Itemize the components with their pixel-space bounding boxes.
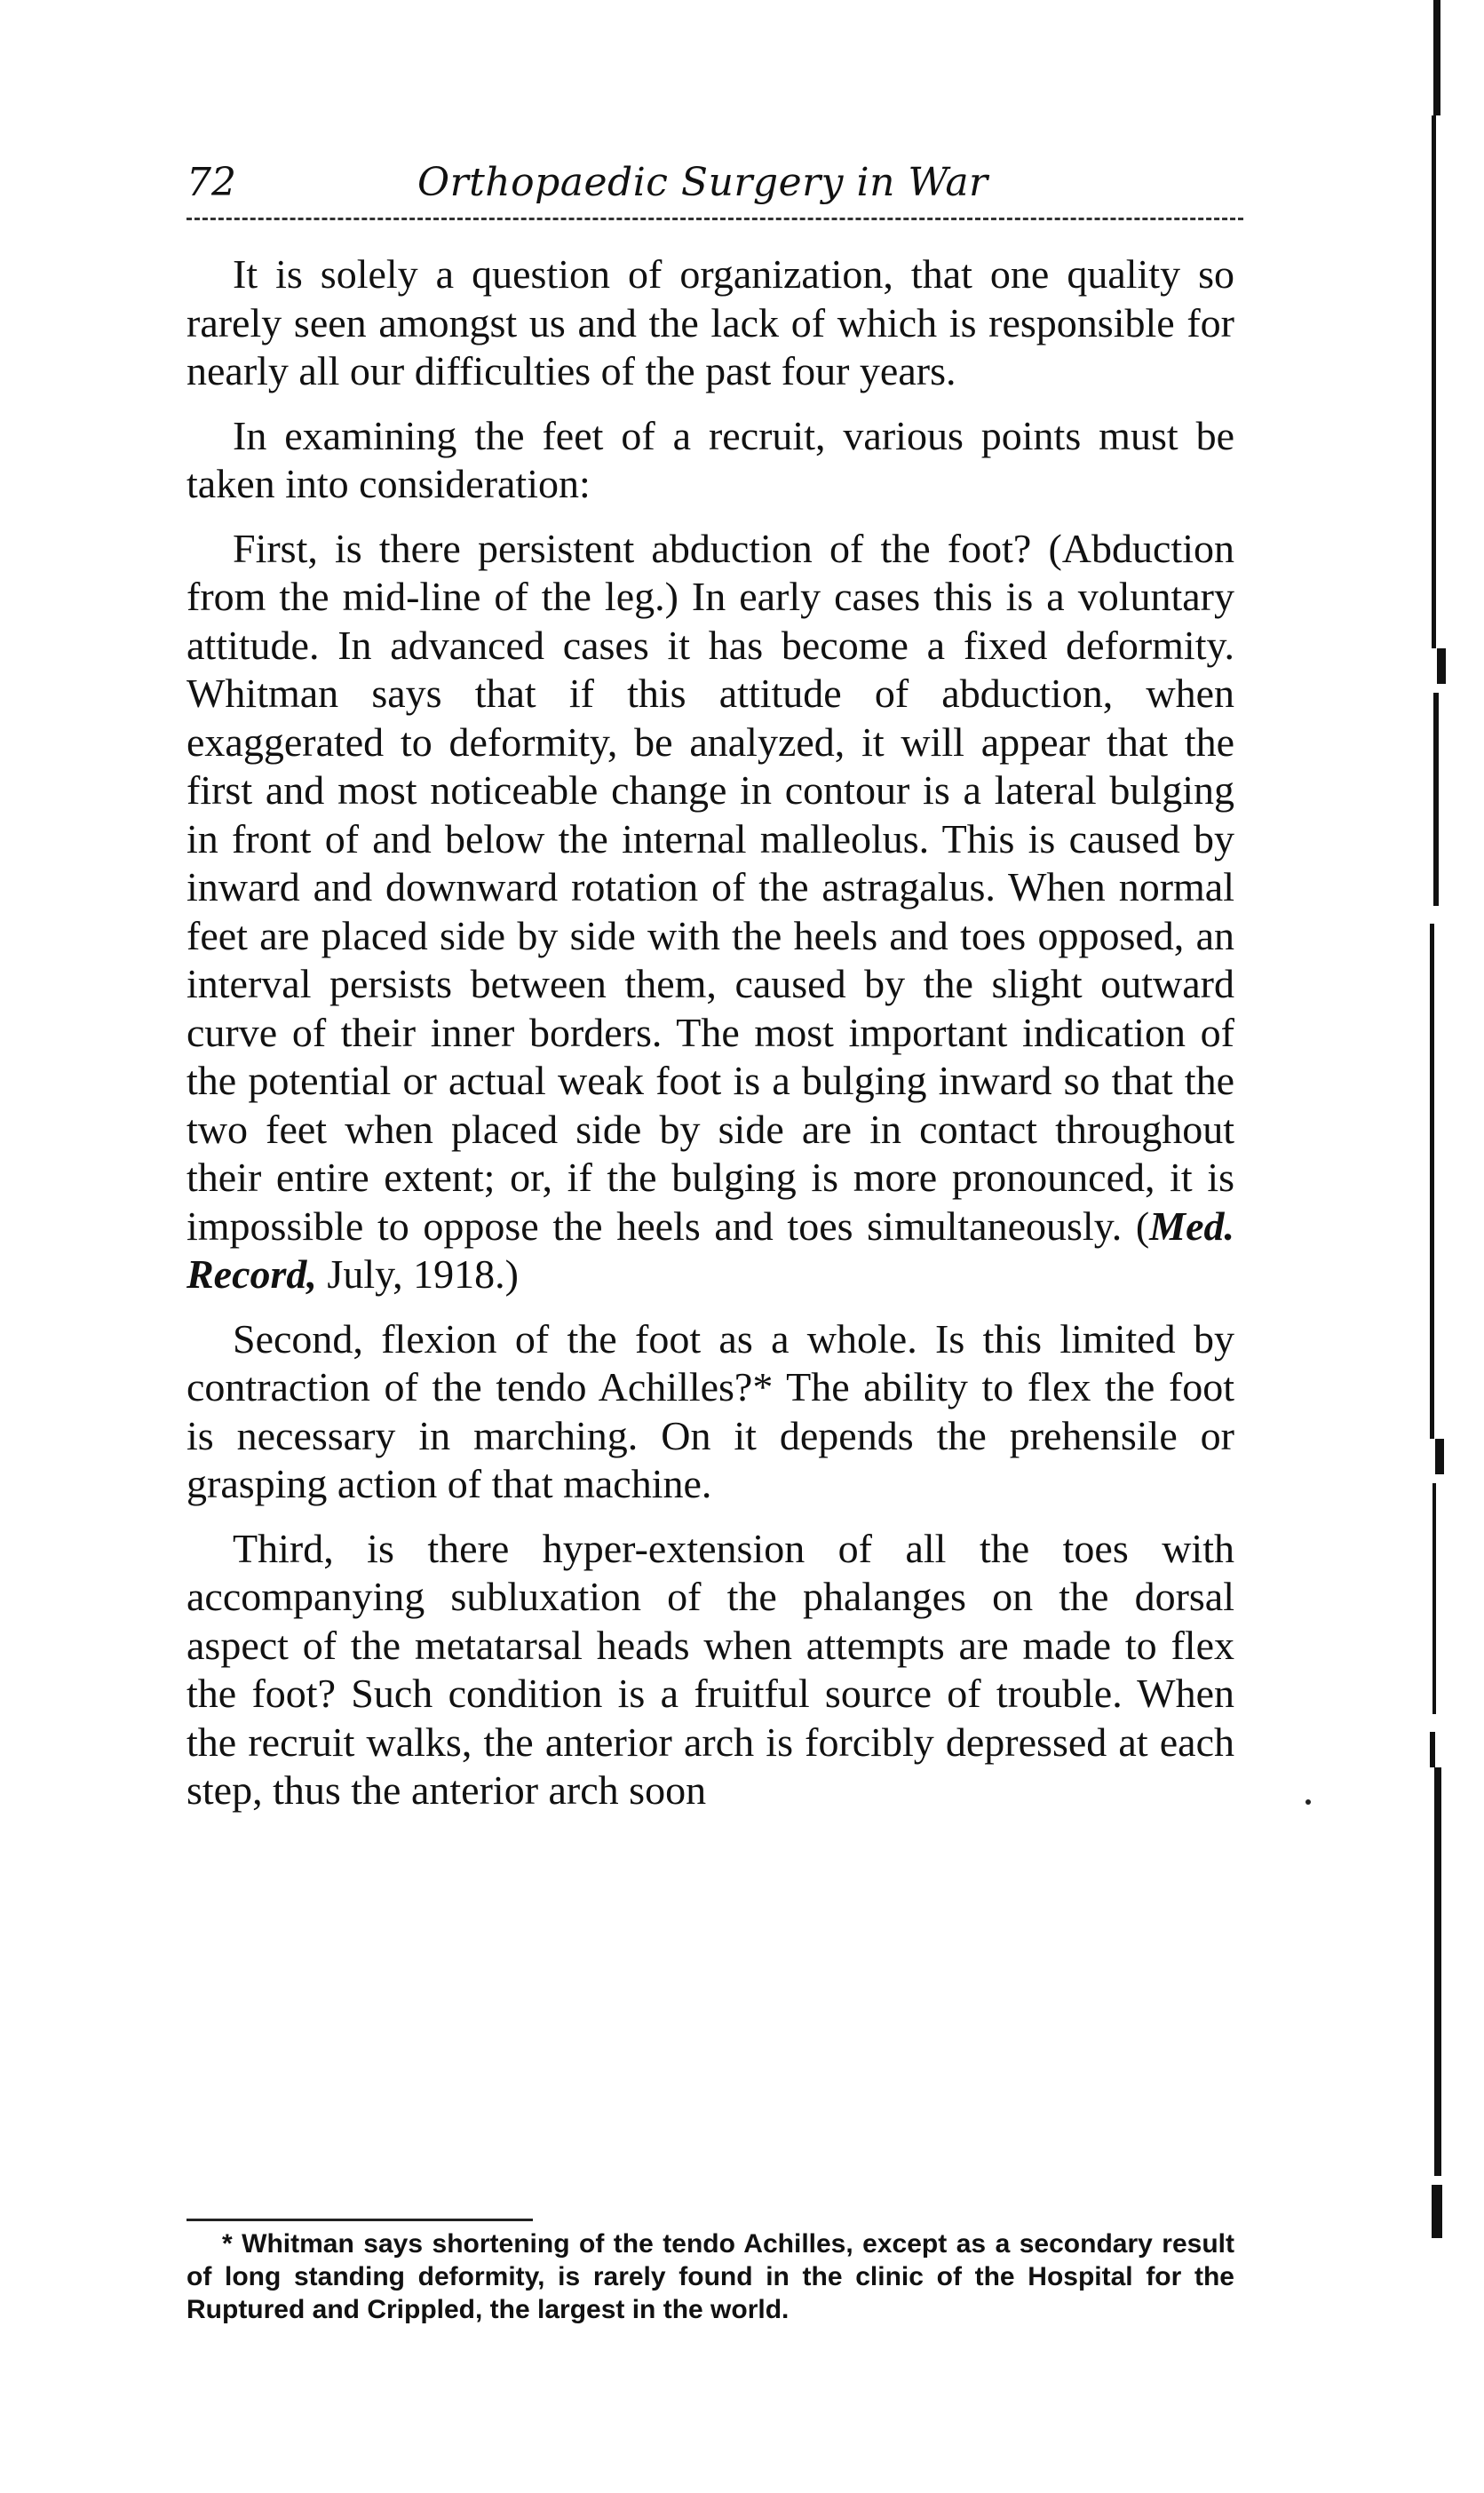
- paragraph-first-abduction: [186, 525, 1234, 1299]
- paragraph-examining-feet: In examining the feet of a recruit, various points must be taken into consideration:: [186, 412, 1234, 506]
- paragraph-second-flexion: Second, flexion of the foot as a whole. Is this limited by contraction of the tendo Achilles?* The ability to flex the foot is necessary in marching. On it depends the prehensile or grasping action of that machine.: [186, 1315, 1234, 1506]
- page-number: 72: [186, 160, 236, 205]
- header-rule: [186, 218, 1243, 220]
- scan-edge-marks: [1430, 0, 1465, 2493]
- footnote-rule: [186, 2219, 533, 2221]
- paragraph-third-hyperextension: Third, is there hyper-extension of all the toes with accompanying subluxation of the phalanges on the dorsal aspect of the metatarsal heads when attempts are made to flex the foot? Such condition is a fruitful source of trouble. When the recruit walks, the anterior arch is forcibly depressed at each step, thus the anterior arch soon: [186, 1525, 1234, 1813]
- paragraph-first-text: First, is there persistent abduction of the foot? (Abduction from the mid-line of the leg.) In early cases this is a voluntary attitude. In advanced cases it has become a fixed deformity. Whitman says that if this attitude of abduction, when exaggerated to deformity, be analyzed, it will appear that the first and most noticeable change in contour is a lateral bulging in front of and below the internal malleolus. This is caused by inward and downward rotation of the astragalus. When normal feet are placed side by side with the heels and toes opposed, an interval persists between them, caused by the slight outward curve of their inner borders. The most important indication of the potential or actual weak foot is a bulging inward so that the two feet when placed side by side are in contact throughout their entire extent; or, if the bulging is more pronounced, it is impossible to oppose the heels and toes simultaneously. (: [186, 525, 1234, 1249]
- body-text: [186, 250, 1234, 1831]
- footnote-text: * Whitman says shortening of the tendo Achilles, except as a secondary result of long standing deformity, is rarely found in the clinic of the Hospital for the Ruptured and Crippled, the largest in the world.: [186, 2229, 1234, 2324]
- paragraph-organization: It is solely a question of organization, that one quality so rarely seen amongst us and the lack of which is responsible for nearly all our difficulties of the past four years.: [186, 251, 1234, 393]
- citation-journal: Med. Record,: [186, 1203, 1234, 1297]
- footnote: [186, 2227, 1234, 2326]
- speck-mark: [1305, 1799, 1311, 1805]
- running-head: Orthopaedic Surgery in War: [417, 160, 988, 205]
- page-header: [186, 160, 1243, 213]
- citation-date: July, 1918.): [316, 1251, 519, 1297]
